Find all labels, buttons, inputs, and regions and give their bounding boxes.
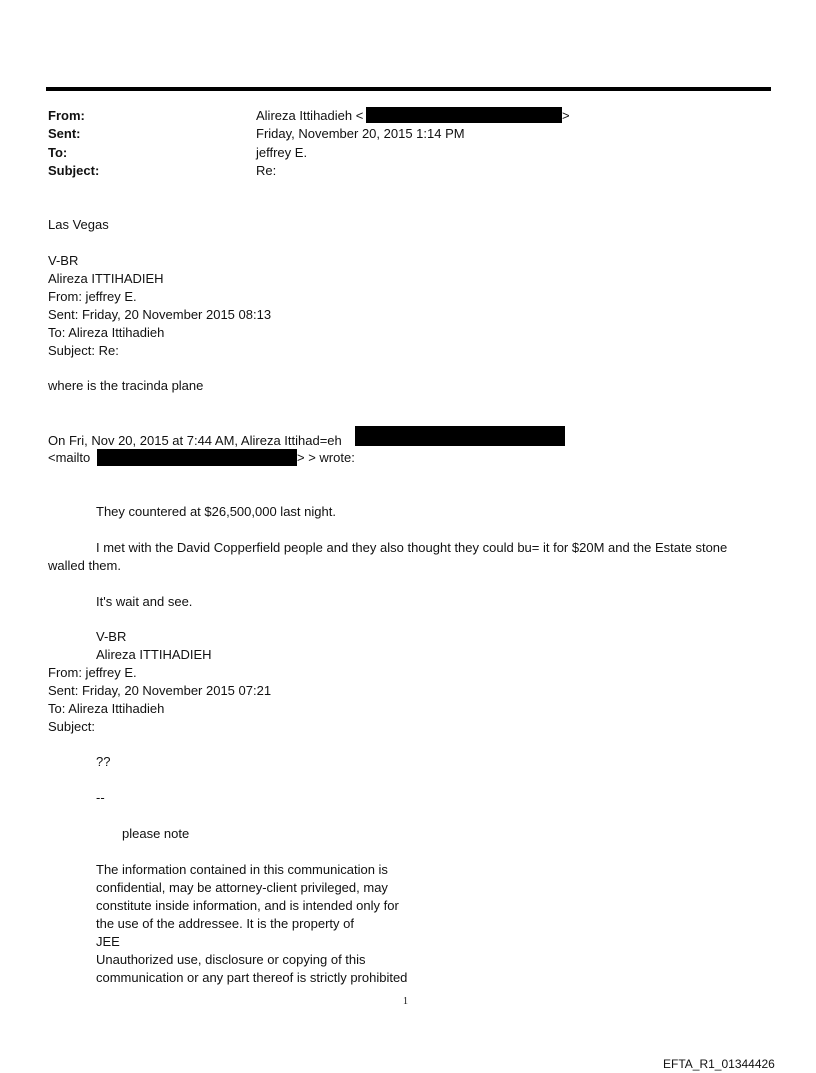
signature-name: Alireza ITTIHADIEH: [96, 647, 212, 662]
from-label: From:: [48, 108, 85, 123]
quoted-sent: Sent: Friday, 20 November 2015 08:13: [48, 307, 272, 322]
signature-name: Alireza ITTIHADIEH: [48, 271, 164, 286]
please-note: please note: [122, 826, 190, 841]
to-value: jeffrey E.: [256, 145, 308, 160]
redaction-bar: [355, 426, 565, 446]
quoted-from: From: jeffrey E.: [48, 289, 137, 304]
to-label: To:: [48, 145, 68, 160]
disclaimer-line: communication or any part thereof is strictly prohibited: [96, 970, 408, 985]
question-marks: ??: [96, 754, 111, 769]
quoted-subject: Subject: Re:: [48, 343, 119, 358]
quoted-to: To: Alireza Ittihadieh: [48, 701, 165, 716]
disclaimer-line: the use of the addressee. It is the property of: [96, 916, 354, 931]
redaction-bar: [366, 107, 562, 123]
quoted-sent: Sent: Friday, 20 November 2015 07:21: [48, 683, 272, 698]
from-value: Alireza Ittihadieh <: [256, 108, 364, 123]
disclaimer-line: The information contained in this communication is: [96, 862, 388, 877]
on-wrote-line: On Fri, Nov 20, 2015 at 7:44 AM, Alireza Ittihad=eh: [48, 433, 342, 448]
sent-label: Sent:: [48, 126, 81, 141]
redaction-bar: [97, 449, 297, 466]
subject-label: Subject:: [48, 163, 100, 178]
signature-line: V-BR: [48, 253, 79, 268]
signature-line: V-BR: [96, 629, 127, 644]
header-rule: [46, 87, 771, 91]
wrote-text: > > wrote:: [297, 450, 355, 465]
page-number: 1: [403, 996, 408, 1007]
wait-text: It's wait and see.: [96, 594, 193, 609]
met-text-line2: walled them.: [48, 558, 121, 573]
quoted-subject: Subject:: [48, 719, 95, 734]
disclaimer: [96, 861, 407, 987]
disclaimer-line: Unauthorized use, disclosure or copying of this: [96, 952, 366, 967]
document-id: EFTA_R1_01344426: [663, 1057, 775, 1071]
sent-value: Friday, November 20, 2015 1:14 PM: [256, 126, 465, 141]
countered-text: They countered at $26,500,000 last night.: [96, 504, 336, 519]
reply-text: Las Vegas: [48, 217, 109, 232]
disclaimer-line: confidential, may be attorney-client privileged, may: [96, 880, 388, 895]
from-close: >: [562, 108, 570, 123]
met-text-line1: I met with the David Copperfield people and they also thought they could bu= it for $20M and the Estate stone: [96, 540, 728, 555]
subject-value: Re:: [256, 163, 277, 178]
quoted-from: From: jeffrey E.: [48, 665, 137, 680]
signature-separator: --: [96, 790, 105, 805]
disclaimer-line: JEE: [96, 934, 120, 949]
question-text: where is the tracinda plane: [48, 378, 204, 393]
disclaimer-line: constitute inside information, and is intended only for: [96, 898, 399, 913]
quoted-to: To: Alireza Ittihadieh: [48, 325, 165, 340]
mailto-prefix: <mailto: [48, 450, 91, 465]
